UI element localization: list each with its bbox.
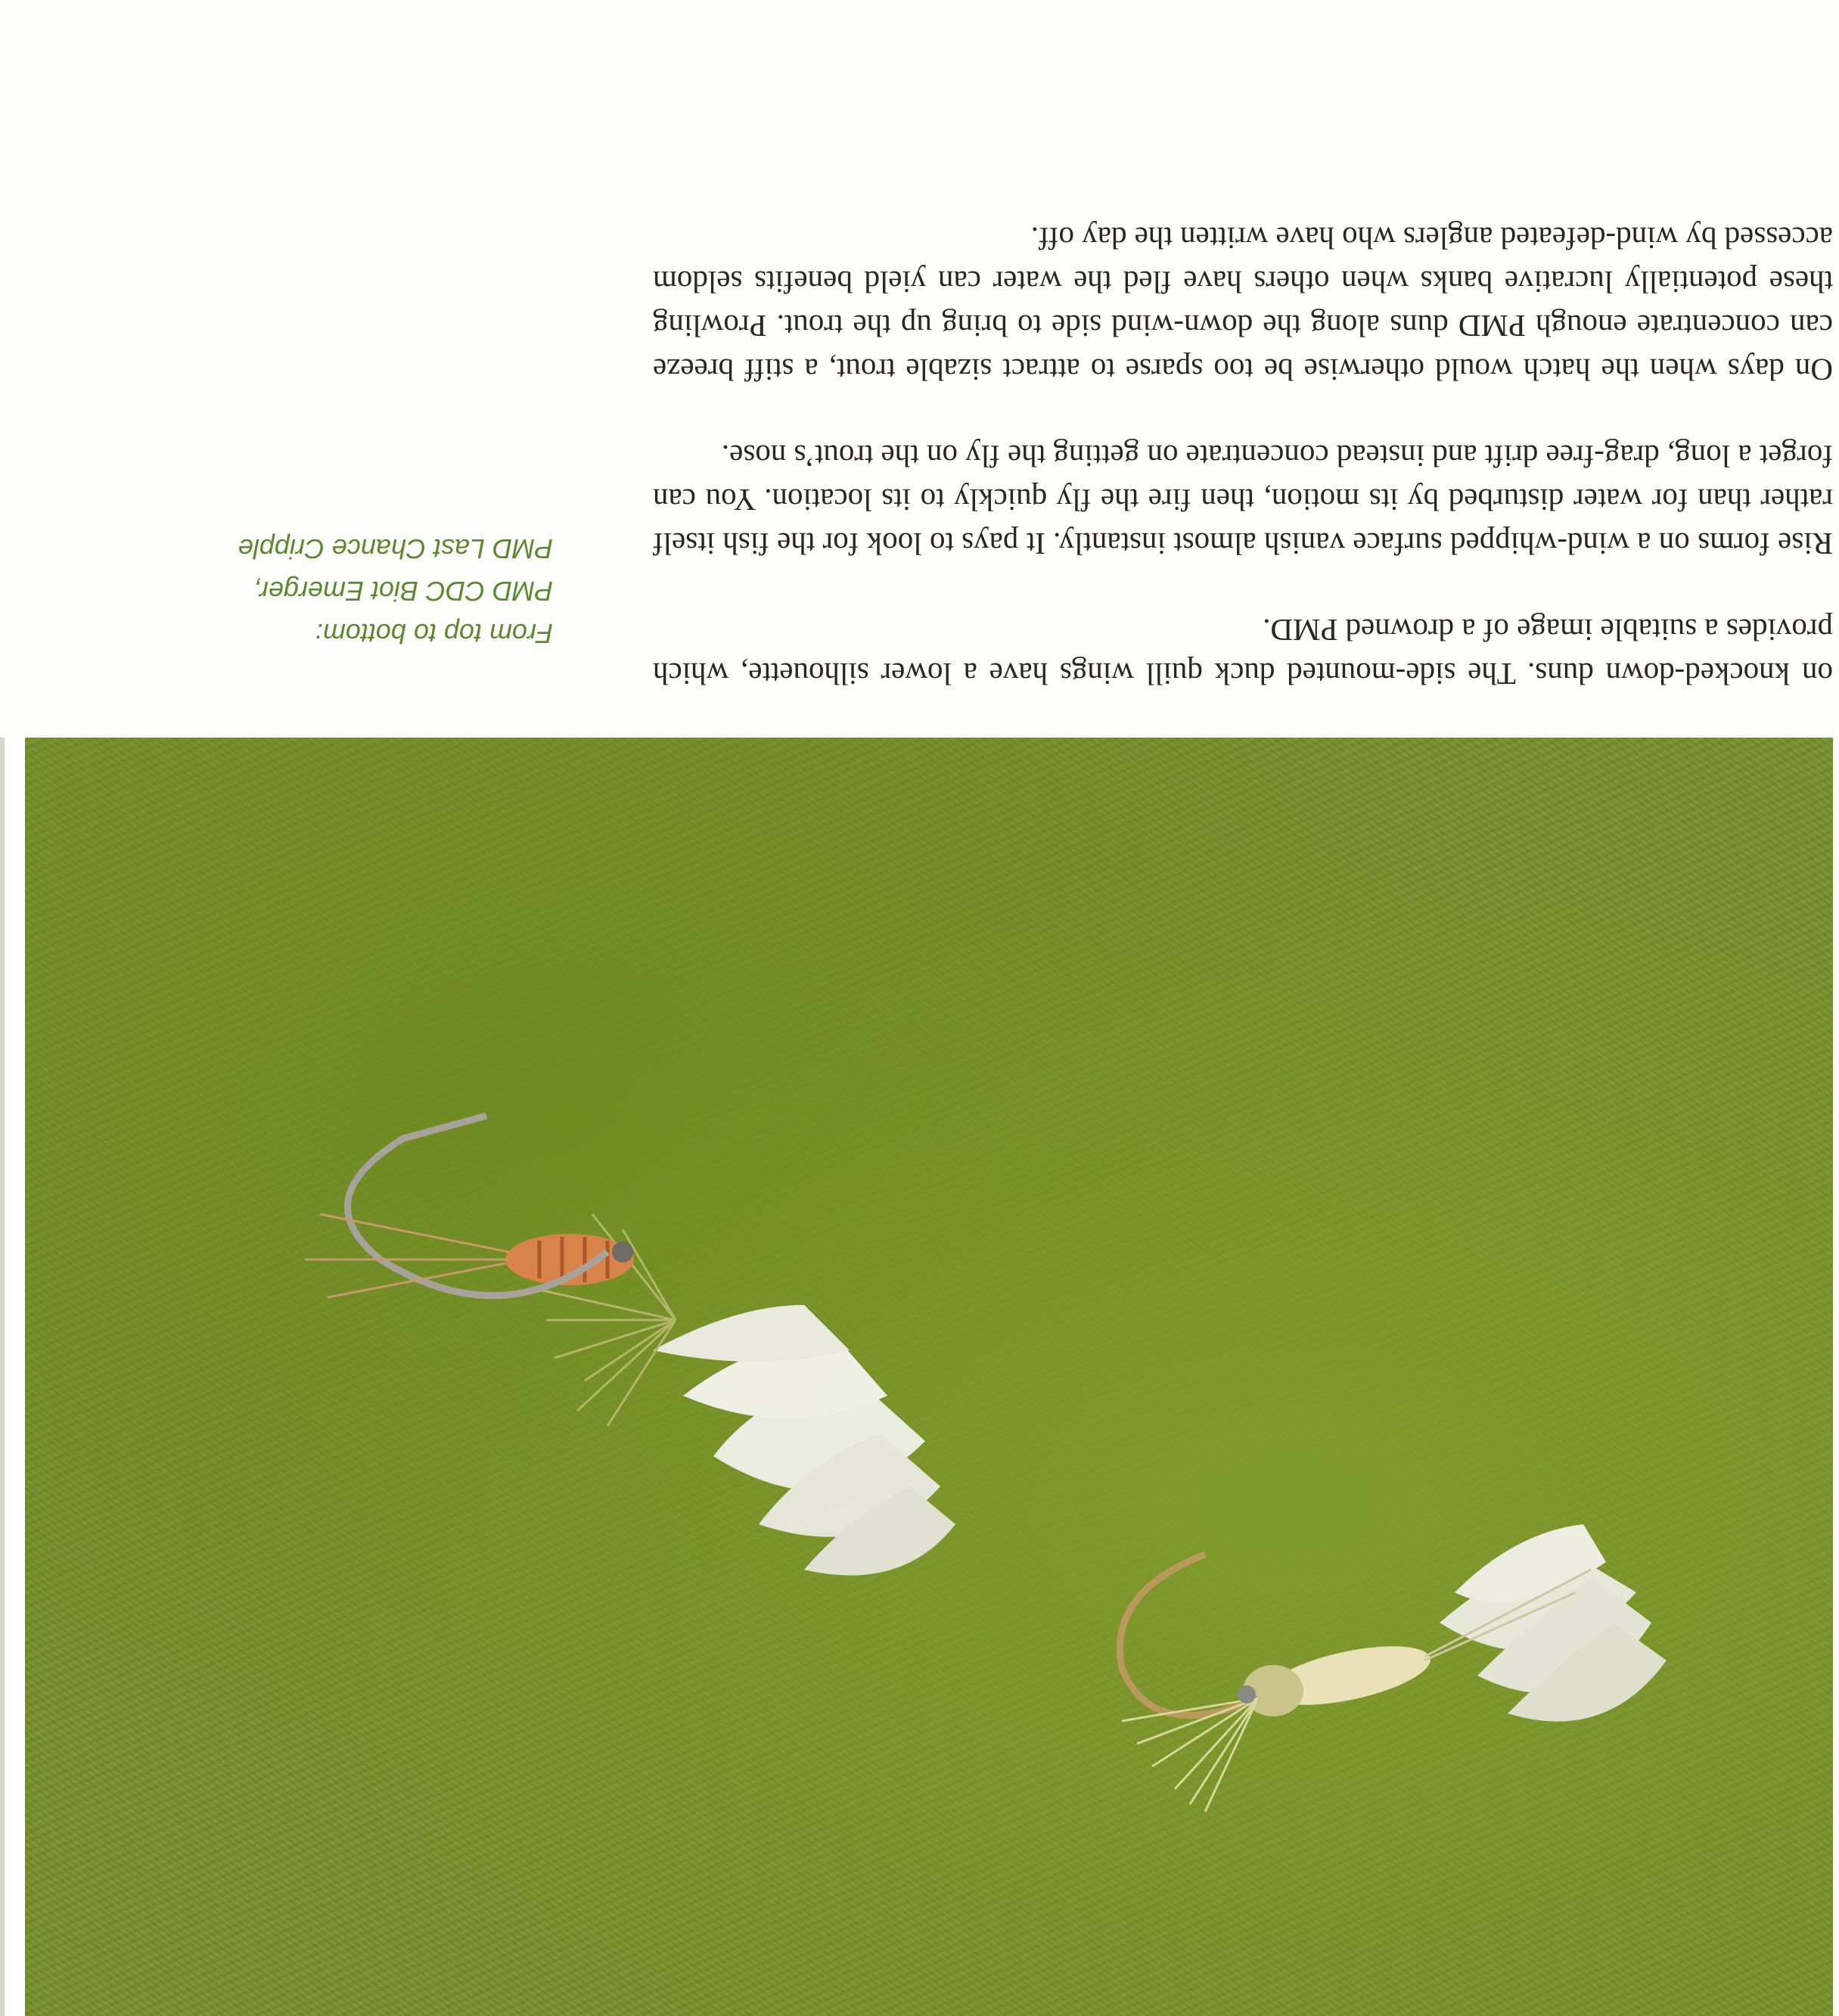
caption-line-2: PMD Last Chance Cripple bbox=[238, 533, 553, 564]
fly-photo bbox=[25, 738, 1833, 2016]
paragraph-1: on knocked-down duns. The side-mounted duck quill wings have a lower silhouette, which provides a suitable image of a drowned PMD. bbox=[653, 613, 1833, 691]
body-text bbox=[653, 174, 1833, 696]
paragraph-3: On days when the hatch would otherwise be too sparse to attract sizable trout, a stiff breeze can concentrate enough PMD duns along the down-wind side to bring up the trout. Prowling these potentially lucrative banks when others have fled the water can yield benefits seldom accessed by wind-defeated anglers who have written the day off. bbox=[653, 221, 1833, 387]
last-chance-cripple-fly bbox=[1120, 1524, 1667, 1812]
caption-heading: From top to bottom: bbox=[315, 618, 553, 649]
fly-illustration bbox=[25, 738, 1833, 2016]
cdc-biot-emerger-fly bbox=[305, 1116, 955, 1576]
photo-caption bbox=[129, 527, 553, 654]
paragraph-2: Rise forms on a wind-whipped surface vanish almost instantly. It pays to look for the fish itself rather than for water disturbed by its motion, then fire the fly quickly to its location. You can forget a long, drag-free drift and instead concentrate on getting the fly on the trout’s nose. bbox=[653, 439, 1833, 561]
caption-line-1: PMD CDC Biot Emerger, bbox=[253, 576, 553, 607]
gutter-shadow bbox=[0, 738, 5, 2016]
